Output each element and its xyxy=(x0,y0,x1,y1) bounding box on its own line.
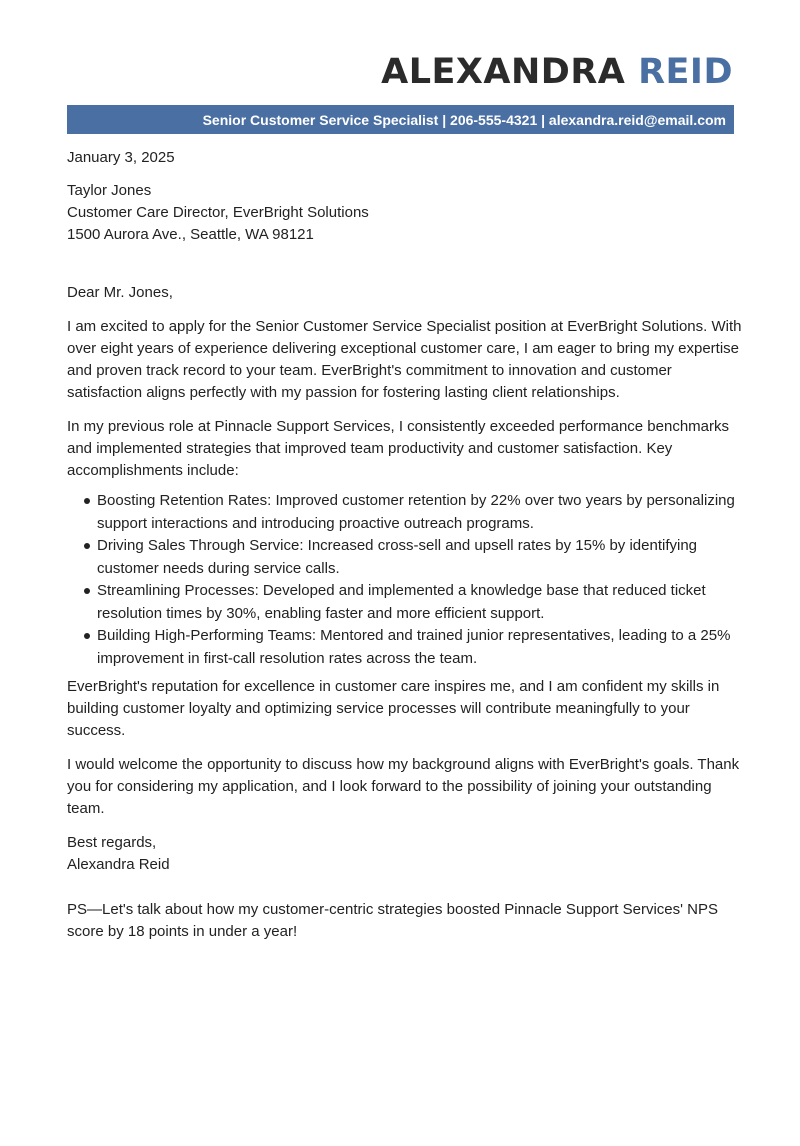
list-item-text: Boosting Retention Rates: Improved customer retention by 22% over two years by personalizing support interactions and introducing proactive outreach programs. xyxy=(97,492,735,532)
sign-off xyxy=(67,832,747,876)
bullet-icon xyxy=(84,498,90,504)
applicant-name xyxy=(381,50,733,94)
list-item-text: Driving Sales Through Service: Increased cross-sell and upsell rates by 15% by identifying customer needs during service calls. xyxy=(97,537,698,577)
contact-banner xyxy=(67,105,734,134)
signature-name: Alexandra Reid xyxy=(67,856,170,873)
recipient-address: 1500 Aurora Ave., Seattle, WA 98121 xyxy=(67,226,314,243)
bullet-icon xyxy=(84,633,90,639)
list-item xyxy=(67,535,747,580)
bullet-icon xyxy=(84,588,90,594)
paragraph-motivation-text: EverBright's reputation for excellence in customer care inspires me, and I am confident my skills in building customer loyalty and optimizing service processes will contribute meaningfully to your success. xyxy=(67,678,720,739)
closing-text: Best regards, xyxy=(67,834,157,851)
paragraph-closing xyxy=(67,754,747,820)
list-item-text: Building High-Performing Teams: Mentored and trained junior representatives, leading to a 25% improvement in first-call resolution rates across the team. xyxy=(97,627,731,667)
list-item xyxy=(67,625,747,670)
accomplishments-list xyxy=(67,490,747,670)
recipient-block xyxy=(67,180,747,246)
postscript xyxy=(67,899,747,943)
contact-line: Senior Customer Service Specialist | 206-555-4321 | alexandra.reid@email.com xyxy=(202,111,726,128)
date-text: January 3, 2025 xyxy=(67,149,175,166)
salutation xyxy=(67,282,747,304)
paragraph-closing-text: I would welcome the opportunity to discuss how my background aligns with EverBright's goals. Thank you for considering my application, and I look forward to the possibility of joining your outstanding team. xyxy=(67,756,740,817)
paragraph-motivation xyxy=(67,676,747,742)
last-name: REID xyxy=(638,52,733,92)
postscript-text: PS—Let's talk about how my customer-centric strategies boosted Pinnacle Support Services' NPS score by 18 points in under a year! xyxy=(67,901,719,940)
salutation-text: Dear Mr. Jones, xyxy=(67,284,173,301)
paragraph-intro-text: I am excited to apply for the Senior Customer Service Specialist position at EverBright Solutions. With over eight years of experience delivering exceptional customer care, I am eager to bring my expertise and proven track record to your team. EverBright's commitment to innovation and customer satisfaction aligns perfectly with my passion for fostering lasting client relationships. xyxy=(67,318,742,401)
list-item-text: Streamlining Processes: Developed and implemented a knowledge base that reduced ticket resolution times by 30%, enabling faster and more efficient support. xyxy=(97,582,706,622)
list-item xyxy=(67,490,747,535)
letter-date xyxy=(67,147,747,169)
paragraph-experience-text: In my previous role at Pinnacle Support Services, I consistently exceeded performance benchmarks and implemented strategies that improved team productivity and customer satisfaction. Key accomplishments include: xyxy=(67,418,729,479)
bullet-icon xyxy=(84,543,90,549)
recipient-title: Customer Care Director, EverBright Solutions xyxy=(67,204,369,221)
first-name: ALEXANDRA xyxy=(381,52,626,92)
list-item xyxy=(67,580,747,625)
paragraph-experience xyxy=(67,416,747,482)
recipient-name: Taylor Jones xyxy=(67,182,152,199)
paragraph-intro xyxy=(67,316,747,404)
